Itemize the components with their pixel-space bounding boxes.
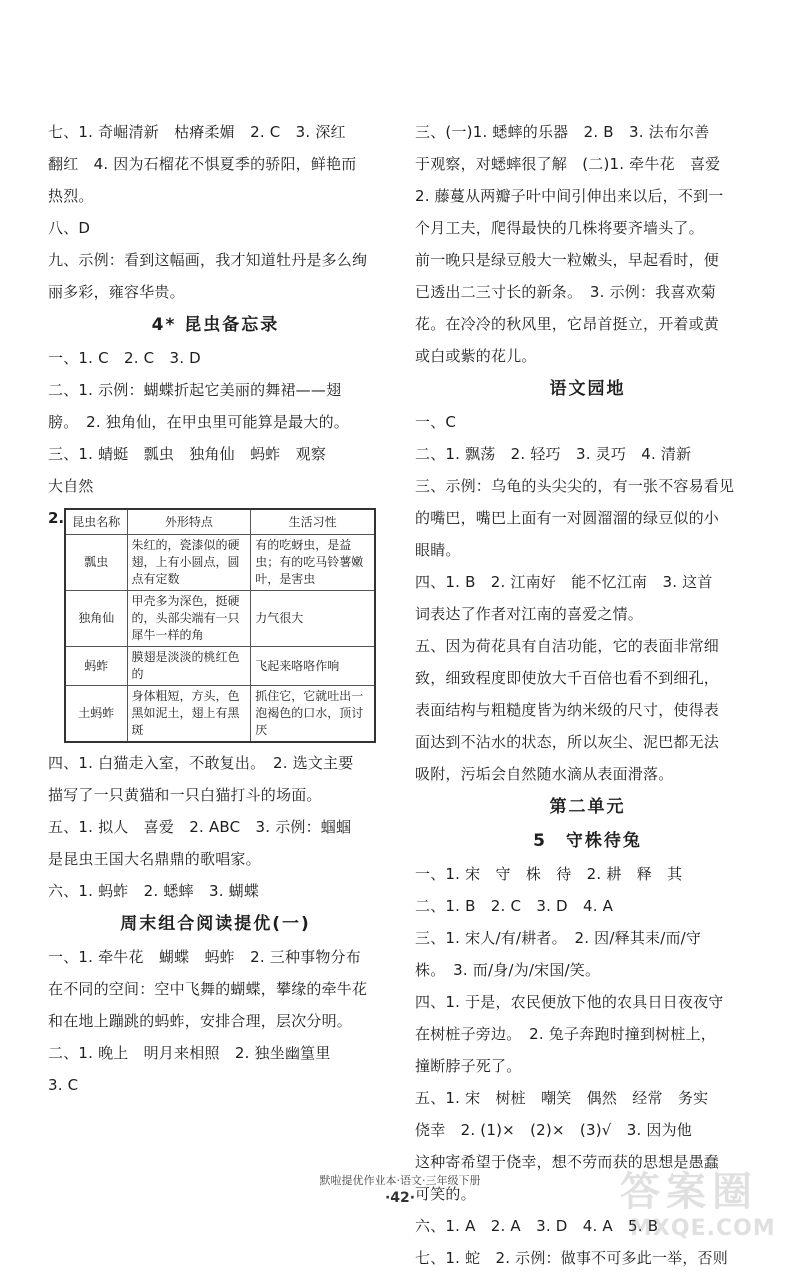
answer-line: 热烈。 xyxy=(48,187,94,205)
answer-line: 2. 藤蔓从两瓣子叶中间引伸出来以后，不到一 xyxy=(415,187,724,205)
answer-line: 大自然 xyxy=(48,477,94,495)
answer-line: 五、因为荷花具有自洁功能，它的表面非常细 xyxy=(415,637,720,655)
table-cell-habit: 抓住它，它就吐出一泡褐色的口水，顶讨厌 xyxy=(251,686,375,743)
table-cell-insect-name: 土蚂蚱 xyxy=(65,686,127,743)
answer-line: 一、1. C 2. C 3. D xyxy=(48,349,201,367)
table-row xyxy=(65,647,375,686)
table-cell-insect-name: 蚂蚱 xyxy=(65,647,127,686)
table-cell-insect-name: 瓢虫 xyxy=(65,535,127,591)
answer-line: 四、1. 白猫走入室，不敢复出。 2. 选文主要 xyxy=(48,754,354,772)
answer-line: 前一晚只是绿豆般大一粒嫩头，早起看时，便 xyxy=(415,251,720,269)
answer-line: 描写了一只黄猫和一只白猫打斗的场面。 xyxy=(48,786,322,804)
table-row xyxy=(65,535,375,591)
table-row xyxy=(65,591,375,647)
answer-line: 二、1. 示例：蝴蝶折起它美丽的舞裙——翅 xyxy=(48,381,342,399)
section-heading-insect-memo: 4* 昆虫备忘录 xyxy=(151,315,280,335)
answer-line: 致，细致程度即使放大千百倍也看不到细孔， xyxy=(415,669,720,687)
answer-line: 二、1. 飘荡 2. 轻巧 3. 灵巧 4. 清新 xyxy=(415,445,692,463)
answer-line: 六、1. A 2. A 3. D 4. A 5. B xyxy=(415,1217,659,1235)
answer-line: 三、1. 蜻蜓 瓢虫 独角仙 蚂蚱 观察 xyxy=(48,445,327,463)
answer-line: 侥幸 2. (1)× (2)× (3)√ 3. 因为他 xyxy=(415,1121,692,1139)
watermark-text: 答案圈 xyxy=(620,1169,758,1215)
table-header: 昆虫名称 xyxy=(65,509,127,535)
answer-line: 是昆虫王国大名鼎鼎的歌唱家。 xyxy=(48,850,261,868)
answer-line: 株。 3. 而/身/为/宋国/笑。 xyxy=(415,961,601,979)
answer-line: 四、1. B 2. 江南好 能不忆江南 3. 这首 xyxy=(415,573,713,591)
answer-line: 三、1. 宋人/有/耕者。 2. 因/释其耒/而/守 xyxy=(415,929,702,947)
answer-line: 3. C xyxy=(48,1076,79,1094)
answers-block-weekend-continued xyxy=(415,122,760,366)
answer-line: 吸附，污垢会自然随水滴从表面滑落。 xyxy=(415,765,674,783)
answer-line: 表面结构与粗糙度皆为纳米级的尺寸，使得表 xyxy=(415,701,720,719)
answer-line: 一、C xyxy=(415,413,457,431)
answer-line: 花。在冷冷的秋风里，它昂首挺立，开着或黄 xyxy=(415,315,720,333)
answer-line: 一、1. 牵牛花 蝴蝶 蚂蚱 2. 三种事物分布 xyxy=(48,948,361,966)
answer-line: 词表达了作者对江南的喜爱之情。 xyxy=(415,605,644,623)
insect-table-block xyxy=(48,508,383,743)
answer-line: 翻红 4. 因为石榴花不惧夏季的骄阳，鲜艳而 xyxy=(48,155,357,173)
answer-line: 撞断脖子死了。 xyxy=(415,1057,522,1075)
answer-line: 二、1. 晚上 明月来相照 2. 独坐幽篁里 xyxy=(48,1044,331,1062)
table-row xyxy=(65,686,375,743)
right-column xyxy=(415,122,760,1280)
answers-block-lesson3 xyxy=(48,122,383,302)
section-heading-chinese-garden: 语文园地 xyxy=(549,379,626,399)
answer-line: 九、示例：看到这幅画，我才知道牡丹是多么绚 xyxy=(48,251,368,269)
left-column xyxy=(48,122,383,1107)
answer-line: 在树桩子旁边。 2. 兔子奔跑时撞到树桩上， xyxy=(415,1025,716,1043)
answer-line: 八、D xyxy=(48,219,91,237)
section-heading-weekend-reading: 周末组合阅读提优(一) xyxy=(120,914,311,934)
page-number: ·42· xyxy=(384,1190,416,1206)
table-cell-shape: 朱红的，瓷漆似的硬翅，上有小圆点，圆点有定数 xyxy=(127,535,251,591)
section-heading-lesson5: 5 守株待兔 xyxy=(533,831,642,851)
answer-line: 七、1. 蛇 2. 示例：做事不可多此一举，否则 xyxy=(415,1249,728,1267)
answer-line: 二、1. B 2. C 3. D 4. A xyxy=(415,897,614,915)
answer-line: 的嘴巴，嘴巴上面有一对圆溜溜的绿豆似的小 xyxy=(415,509,720,527)
answer-line: 三、(一)1. 蟋蟀的乐器 2. B 3. 法布尔善 xyxy=(415,123,710,141)
table-header-row xyxy=(65,509,375,535)
answer-line: 丽多彩，雍容华贵。 xyxy=(48,283,185,301)
answer-line: 于观察，对蟋蟀很了解 (二)1. 牵牛花 喜爱 xyxy=(415,155,721,173)
answer-line: 五、1. 宋 树桩 嘲笑 偶然 经常 务实 xyxy=(415,1089,709,1107)
footer-book-series: 默啦提优作业本·语文·三年级下册 xyxy=(319,1174,481,1187)
insect-table xyxy=(64,508,376,743)
answers-block-weekend-reading xyxy=(48,947,383,1095)
table-header: 生活习性 xyxy=(251,509,375,535)
answer-line: 六、1. 蚂蚱 2. 蟋蟀 3. 蝴蝶 xyxy=(48,882,260,900)
section-heading-unit-two: 第二单元 xyxy=(549,797,626,817)
answer-line: 七、1. 奇崛清新 枯瘠柔媚 2. C 3. 深红 xyxy=(48,123,346,141)
answer-line: 一、1. 宋 守 株 待 2. 耕 释 其 xyxy=(415,865,683,883)
answer-line: 这种寄希望于侥幸，想不劳而获的思想是愚蠢 xyxy=(415,1153,720,1171)
answer-line: 眼睛。 xyxy=(415,541,461,559)
answers-block-chinese-garden xyxy=(415,412,760,784)
answer-line: 面达到不沾水的状态，所以灰尘、泥巴都无法 xyxy=(415,733,720,751)
answer-line: 或白或紫的花儿。 xyxy=(415,347,537,365)
answers-block-lesson4 xyxy=(48,348,383,496)
table-cell-shape: 膜翅是淡淡的桃红色的 xyxy=(127,647,251,686)
watermark-url: MXQE.COM xyxy=(630,1216,776,1241)
answers-block-lesson4-reading xyxy=(48,753,383,901)
table-cell-habit: 飞起来咯咯作响 xyxy=(251,647,375,686)
answer-line: 在不同的空间：空中飞舞的蝴蝶，攀缘的牵牛花 xyxy=(48,980,368,998)
table-cell-shape: 甲壳多为深色，挺硬的，头部尖端有一只犀牛一样的角 xyxy=(127,591,251,647)
answer-line: 四、1. 于是，农民便放下他的农具日日夜夜守 xyxy=(415,993,724,1011)
answer-line: 个月工夫，爬得最快的几株将要齐墙头了。 xyxy=(415,219,704,237)
table-item-number: 2. xyxy=(48,509,65,527)
answer-line: 膀。 2. 独角仙，在甲虫里可能算是最大的。 xyxy=(48,413,349,431)
table-cell-shape: 身体粗短，方头，色黑如泥土，翅上有黑斑 xyxy=(127,686,251,743)
table-cell-habit: 有的吃蚜虫，是益虫；有的吃马铃薯嫩叶，是害虫 xyxy=(251,535,375,591)
answer-line: 和在地上蹦跳的蚂蚱，安排合理，层次分明。 xyxy=(48,1012,353,1030)
table-cell-insect-name: 独角仙 xyxy=(65,591,127,647)
answers-block-lesson5 xyxy=(415,864,760,1268)
table-header: 外形特点 xyxy=(127,509,251,535)
answer-line: 已透出二三寸长的新条。 3. 示例：我喜欢菊 xyxy=(415,283,716,301)
answer-line: 五、1. 拟人 喜爱 2. ABC 3. 示例：蝈蝈 xyxy=(48,818,352,836)
answer-line: 三、示例：乌龟的头尖尖的，有一张不容易看见 xyxy=(415,477,735,495)
table-cell-habit: 力气很大 xyxy=(251,591,375,647)
answer-line: 可笑的。 xyxy=(415,1185,476,1203)
